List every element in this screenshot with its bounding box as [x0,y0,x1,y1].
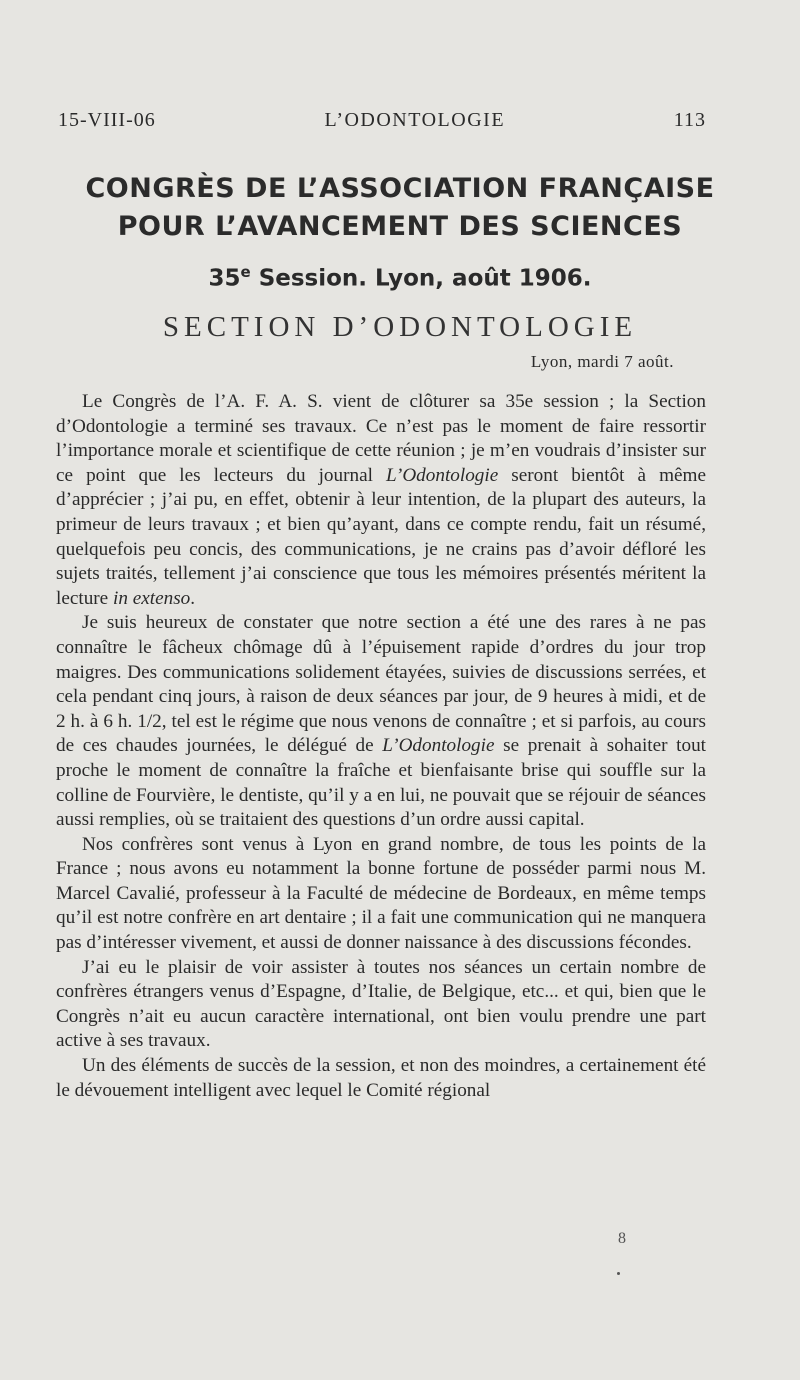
paragraph-1-text-b: seront bientôt à même d’apprécier ; j’ai pu, en effet, obtenir à leur intention, de la plupart des auteurs, la primeur de leurs travaux ; et bien qu’ayant, dans ce compte rendu, fait un résumé, quelquefois peu concis, des communications, je ne crains pas d’avoir défloré les sujets traités, tellement j’ai conscience que tous les mémoires présentés méritent la lecture [56,464,706,609]
in-extenso-italic: in extenso [113,587,191,609]
paragraph-2-text-a: Je suis heureux de constater que notre section a été une des rares à ne pas connaître le fâcheux chômage dû à l’épuisement rapide d’ordres du jour trop maigres. Des communications solidement étayées, suivies de discussions serrées, et cela pendant cinq jours, à raison de deux séances par jour, de 9 heures à midi, et de 2 h. à 6 h. 1/2, tel est le régime que nous venons de connaître ; et si parfois, au cours de ces chaudes journées, le délégué de [56,612,706,757]
paragraph-1-text-c: . [190,587,196,609]
paragraph-1 [56,390,706,611]
title-line-2: POUR L’AVANCEMENT DES SCIENCES [117,211,683,242]
dateline: Lyon, mardi 7 août. [530,352,674,371]
paragraph-2-text-b: se prenait à sohaiter tout proche le moment de connaître la fraîche et bienfaisante brise qui souffle sur la colline de Fourvière, le dentiste, qu’il y a en lui, ne pouvait que se réjouir de séances aussi remplies, où se traitaient des questions d’un ordre aussi capital. [56,735,706,831]
ink-speck [617,1272,620,1275]
issue-date: 15-VIII-06 [58,108,156,131]
paragraph-3: Nos confrères sont venus à Lyon en grand nombre, de tous les points de la France ; nous avons eu notamment la bonne fortune de posséder parmi nous M. Marcel Cavalié, professeur à la Faculté de médecine de Bordeaux, en même temps qu’il est notre confrère en art dentaire ; il a fait une communication qui ne manquera pas d’intéresser vivement, et aussi de donner naissance à des discussions fécondes. [56,833,706,954]
signature-mark: 8 [618,1230,626,1247]
session-details: Session. Lyon, août 1906. [250,265,592,292]
session-heading [40,256,760,295]
title-line-1: CONGRÈS DE L’ASSOCIATION FRANÇAISE [85,173,715,204]
journal-name-italic: L’Odontologie [382,735,495,757]
title-block [40,170,760,347]
running-head [58,106,706,134]
page-number: 113 [673,108,706,131]
session-number: 35 [208,265,241,292]
paragraph-2 [56,611,706,832]
article-body [56,390,706,1103]
paragraph-1-text-a: Le Congrès de l’A. F. A. S. vient de clôturer sa 35e session ; la Section d’Odontologie a terminé ses travaux. Ce n’est pas le moment de faire ressortir l’importance morale et scientifique de cette réunion ; je m’en voudrais d’insister sur ce point que les lecteurs du journal [56,391,706,486]
section-heading: SECTION D’ODONTOLOGIE [162,310,638,343]
paragraph-5: Un des éléments de succès de la session, et non des moindres, a certainement été le dévouement intelligent avec lequel le Comité régional [56,1055,706,1101]
journal-title: L’ODONTOLOGIE [324,108,506,131]
journal-name-italic: L’Odontologie [385,464,499,486]
paragraph-4: J’ai eu le plaisir de voir assister à toutes nos séances un certain nombre de confrères étrangers venus d’Espagne, d’Italie, de Belgique, etc... et qui, bien que le Congrès n’ait eu aucun caractère international, ont bien voulu prendre une part active à ses travaux. [56,956,706,1052]
session-ordinal: e [240,263,251,281]
